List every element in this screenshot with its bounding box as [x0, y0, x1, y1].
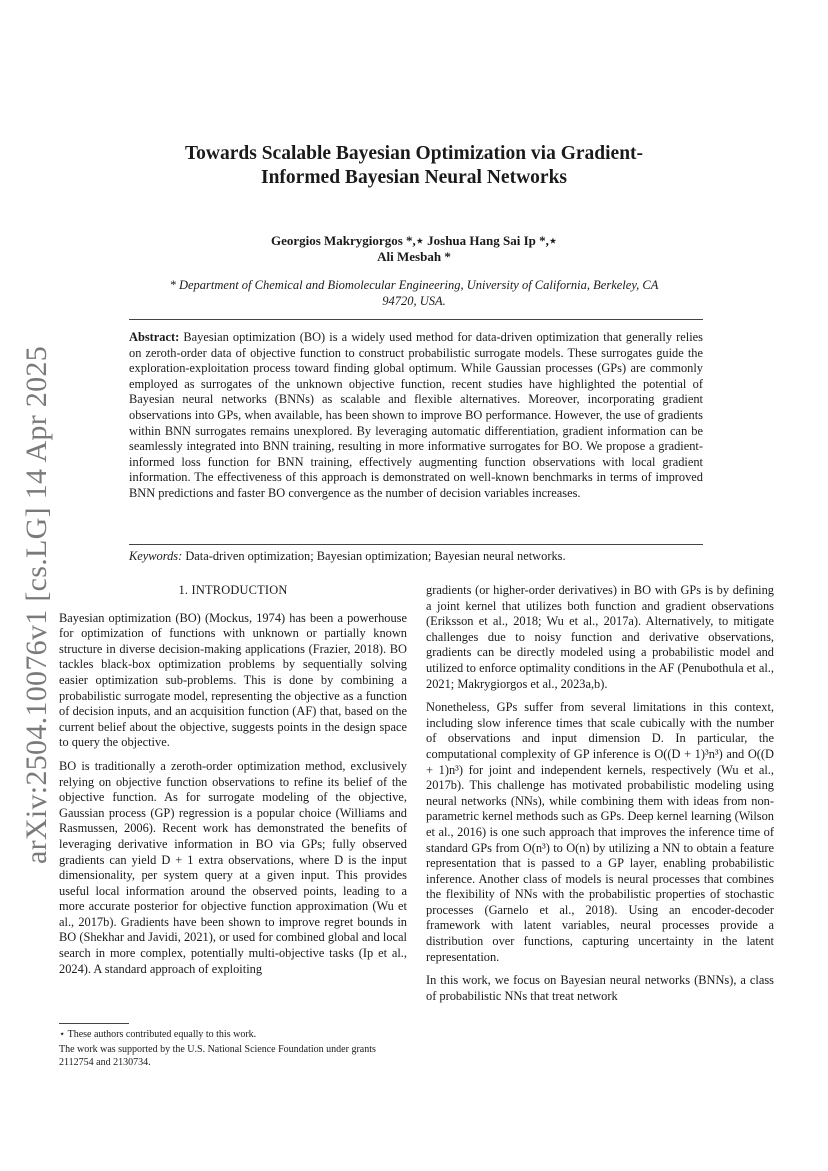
- paragraph: In this work, we focus on Bayesian neural networks (BNNs), a class of probabilistic NNs that treat network: [426, 973, 774, 1003]
- arxiv-identifier-text: arXiv:2504.10076v1 [cs.LG] 14 Apr 2025: [20, 345, 54, 865]
- keywords-label: Keywords:: [129, 549, 183, 563]
- author-line-2: Ali Mesbah *: [377, 249, 451, 264]
- author-list: [160, 233, 668, 265]
- abstract-top-rule: [129, 319, 703, 320]
- footnote-rule: [59, 1023, 129, 1024]
- keywords: [129, 549, 703, 565]
- paragraph: Nonetheless, GPs suffer from several limitations in this context, including slow inference times that scale cubically with the number of observations and input dimension D. In particular, the computational complexity of GP inference is O((D + 1)³n³) and O((D + 1)n³) for joint and independent kernels, respectively (Wu et al., 2017b). This challenge has motivated probabilistic modeling using neural networks (NNs), while combining them with ideas from non-parametric kernel methods such as GPs. Deep kernel learning (Wilson et al., 2016) is one such approach that improves the inference time of standard GPs from O(n³) to O(n) by utilizing a NN to obtain a feature representation that is passed to a GP layer, enabling probabilistic inference. Another class of models is neural processes that combines the flexibility of NNs with the probabilistic properties of stochastic processes (Garnelo et al., 2018). Using an encoder-decoder framework with latent variables, neural processes provide a distribution over functions, capturing uncertainty in the latent representation.: [426, 700, 774, 964]
- paragraph: BO is traditionally a zeroth-order optimization method, exclusively relying on objective function observations to refine its belief of the objective function. As for surrogate modeling of the objective, Gaussian process (GP) regression is a popular choice (Williams and Rasmussen, 2006). Recent work has demonstrated the benefits of leveraging derivative information in BO via GPs; fully observed gradients can yield D + 1 extra observations, where D is the input dimensionality, per system query at a given input. This provides useful local information around the observed points, leading to a more accurate posterior for objective function approximation (Wu et al., 2017b). Gradients have been shown to improve regret bounds in BO (Shekhar and Javidi, 2021), or used for combined global and local search in more complex, potentially multi-objective tasks (Ip et al., 2024). A standard approach of exploiting: [59, 758, 407, 976]
- abstract-label: Abstract:: [129, 330, 180, 344]
- right-column: [426, 583, 774, 1012]
- abstract-text: Bayesian optimization (BO) is a widely used method for data-driven optimization that generally relies on zeroth-order data of objective function to construct probabilistic surrogate models. These surrogates guide the exploration-exploitation process toward finding global optimum. While Gaussian processes (GPs) are commonly employed as surrogates of the unknown objective function, recent studies have highlighted the potential of Bayesian neural networks (BNNs) as scalable and flexible alternatives. Moreover, incorporating gradient observations into GPs, when available, has been shown to improve BO performance. However, the use of gradients within BNN surrogates remains unexplored. By leveraging automatic differentiation, gradient information can be seamlessly integrated into BNN training, resulting in more informative surrogates for BO. We propose a gradient-informed loss function for BNN training, effectively augmenting function observations with local gradient information. The effectiveness of this approach is demonstrated on well-known benchmarks in terms of improved BNN predictions and faster BO convergence as the number of decision variables increases.: [129, 330, 703, 500]
- abstract-bottom-rule: [129, 544, 703, 545]
- keywords-text: Data-driven optimization; Bayesian optimization; Bayesian neural networks.: [185, 549, 566, 563]
- abstract: [129, 330, 703, 502]
- author-line-1: Georgios Makrygiorgos *,⋆ Joshua Hang Sai Ip *,⋆: [270, 233, 558, 248]
- footnote-equal-contribution: ⋆ These authors contributed equally to this work.: [59, 1029, 257, 1040]
- arxiv-identifier-stamp: [17, 345, 57, 865]
- paragraph: gradients (or higher-order derivatives) in BO with GPs is by defining a joint kernel that utilizes both function and gradient observations (Eriksson et al., 2018; Wu et al., 2017a). Alternatively, to mitigate challenges due to noisy function and derivative observations, gradients can be directly modeled using a probabilistic model and utilized to enforce optimality conditions in the AF (Penubothula et al., 2021; Makrygiorgos et al., 2023a,b).: [426, 583, 774, 691]
- paper-title: Towards Scalable Bayesian Optimization via Gradient-Informed Bayesian Neural Networks: [184, 143, 644, 188]
- paragraph: Bayesian optimization (BO) (Mockus, 1974) has been a powerhouse for optimization of functions with unknown or partially known structure in diverse decision-making applications (Frazier, 2018). BO tackles black-box optimization problems by sequentially solving easier optimization sub-problems. This is done by combining a probabilistic surrogate model, representing the objective as a function of decision inputs, and an acquisition function (AF) that, based on the current belief about the objective, suggests points in the design space to query the objective.: [59, 610, 407, 750]
- affiliation: * Department of Chemical and Biomolecular Engineering, University of California, Berkeley, CA 94720, USA.: [169, 278, 659, 308]
- footnote-funding: The work was supported by the U.S. National Science Foundation under grants 2112754 and 2130734.: [59, 1044, 376, 1068]
- left-column: [59, 583, 407, 985]
- footnotes: [59, 1028, 407, 1071]
- section-heading-introduction: 1. INTRODUCTION: [178, 583, 288, 597]
